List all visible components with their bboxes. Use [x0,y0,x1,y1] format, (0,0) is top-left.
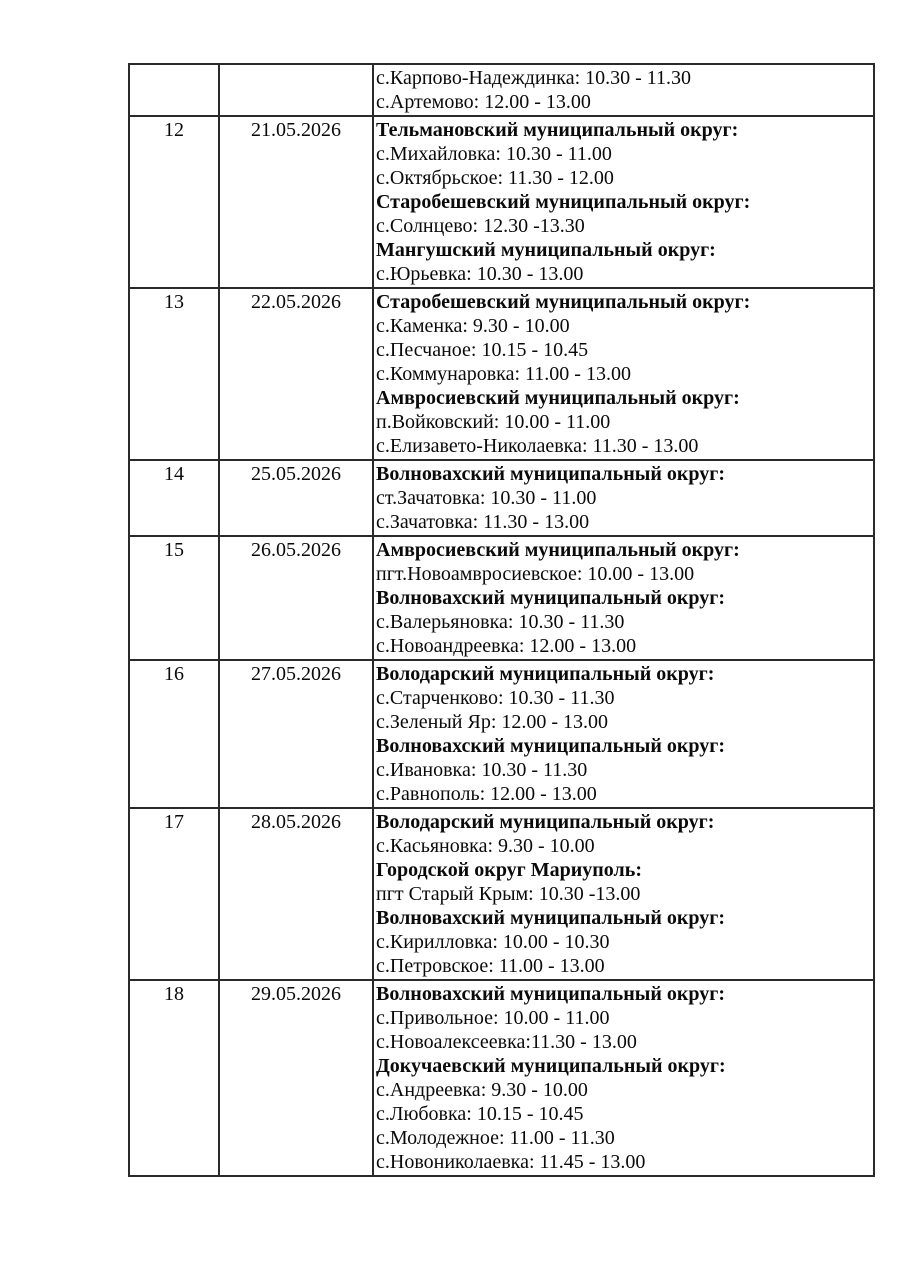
schedule-cell [373,660,874,808]
location-time: с.Зачатовка: 11.30 - 13.00 [376,511,590,533]
location-time: с.Артемово: 12.00 - 13.00 [376,91,591,113]
location-time: с.Юрьевка: 10.30 - 13.00 [376,263,584,285]
location-time: пгт Старый Крым: 10.30 -13.00 [376,883,641,905]
schedule-cell [373,288,874,460]
district-header: Старобешевский муниципальный округ: [376,291,751,313]
location-time: с.Молодежное: 11.00 - 11.30 [376,1127,615,1149]
location-time: с.Равнополь: 12.00 - 13.00 [376,783,597,805]
table-row [129,536,874,660]
location-time: п.Войковский: 10.00 - 11.00 [376,411,611,433]
location-time: с.Любовка: 10.15 - 10.45 [376,1103,584,1125]
table-row [129,64,874,116]
schedule-cell [373,980,874,1176]
location-time: с.Новониколаевка: 11.45 - 13.00 [376,1151,646,1173]
row-number-cell: 12 [129,116,219,288]
district-header: Тельмановский муниципальный округ: [376,119,739,141]
location-time: с.Карпово-Надеждинка: 10.30 - 11.30 [376,67,692,89]
district-header: Волновахский муниципальный округ: [376,735,725,757]
table-row [129,288,874,460]
table-row [129,980,874,1176]
district-header: Волновахский муниципальный округ: [376,463,725,485]
date-cell: 29.05.2026 [219,980,373,1176]
table-row [129,460,874,536]
schedule-cell [373,460,874,536]
district-header: Докучаевский муниципальный округ: [376,1055,726,1077]
row-number-cell: 17 [129,808,219,980]
location-time: с.Касьяновка: 9.30 - 10.00 [376,835,595,857]
date-cell: 21.05.2026 [219,116,373,288]
schedule-cell [373,64,874,116]
location-time: с.Новоалексеевка:11.30 - 13.00 [376,1031,637,1053]
table-row [129,660,874,808]
table-row [129,808,874,980]
schedule-cell [373,536,874,660]
district-header: Амвросиевский муниципальный округ: [376,539,740,561]
district-header: Волновахский муниципальный округ: [376,907,725,929]
schedule-table-body [129,64,874,1176]
location-time: с.Ивановка: 10.30 - 11.30 [376,759,588,781]
location-time: с.Зеленый Яр: 12.00 - 13.00 [376,711,609,733]
district-header: Амвросиевский муниципальный округ: [376,387,740,409]
date-cell: 22.05.2026 [219,288,373,460]
date-cell: 26.05.2026 [219,536,373,660]
location-time: с.Старченково: 10.30 - 11.30 [376,687,615,709]
schedule-table [128,63,875,1177]
district-header: Старобешевский муниципальный округ: [376,191,751,213]
row-number-cell: 15 [129,536,219,660]
row-number-cell: 16 [129,660,219,808]
schedule-cell [373,808,874,980]
location-time: с.Петровское: 11.00 - 13.00 [376,955,605,977]
location-time: с.Привольное: 10.00 - 11.00 [376,1007,610,1029]
location-time: ст.Зачатовка: 10.30 - 11.00 [376,487,597,509]
schedule-cell [373,116,874,288]
location-time: с.Солнцево: 12.30 -13.30 [376,215,585,237]
location-time: пгт.Новоамвросиевское: 10.00 - 13.00 [376,563,695,585]
district-header: Волновахский муниципальный округ: [376,587,725,609]
date-cell: 27.05.2026 [219,660,373,808]
location-time: с.Песчаное: 10.15 - 10.45 [376,339,589,361]
location-time: с.Октябрьское: 11.30 - 12.00 [376,167,614,189]
location-time: с.Кирилловка: 10.00 - 10.30 [376,931,610,953]
district-header: Городской округ Мариуполь: [376,859,642,881]
location-time: с.Елизавето-Николаевка: 11.30 - 13.00 [376,435,699,457]
row-number-cell: 14 [129,460,219,536]
location-time: с.Новоандреевка: 12.00 - 13.00 [376,635,637,657]
date-cell: 25.05.2026 [219,460,373,536]
location-time: с.Каменка: 9.30 - 10.00 [376,315,570,337]
district-header: Володарский муниципальный округ: [376,663,715,685]
location-time: с.Коммунаровка: 11.00 - 13.00 [376,363,631,385]
district-header: Волновахский муниципальный округ: [376,983,725,1005]
location-time: с.Михайловка: 10.30 - 11.00 [376,143,612,165]
district-header: Володарский муниципальный округ: [376,811,715,833]
district-header: Мангушский муниципальный округ: [376,239,716,261]
date-cell [219,64,373,116]
table-row [129,116,874,288]
date-cell: 28.05.2026 [219,808,373,980]
row-number-cell [129,64,219,116]
location-time: с.Валерьяновка: 10.30 - 11.30 [376,611,625,633]
row-number-cell: 18 [129,980,219,1176]
location-time: с.Андреевка: 9.30 - 10.00 [376,1079,588,1101]
row-number-cell: 13 [129,288,219,460]
